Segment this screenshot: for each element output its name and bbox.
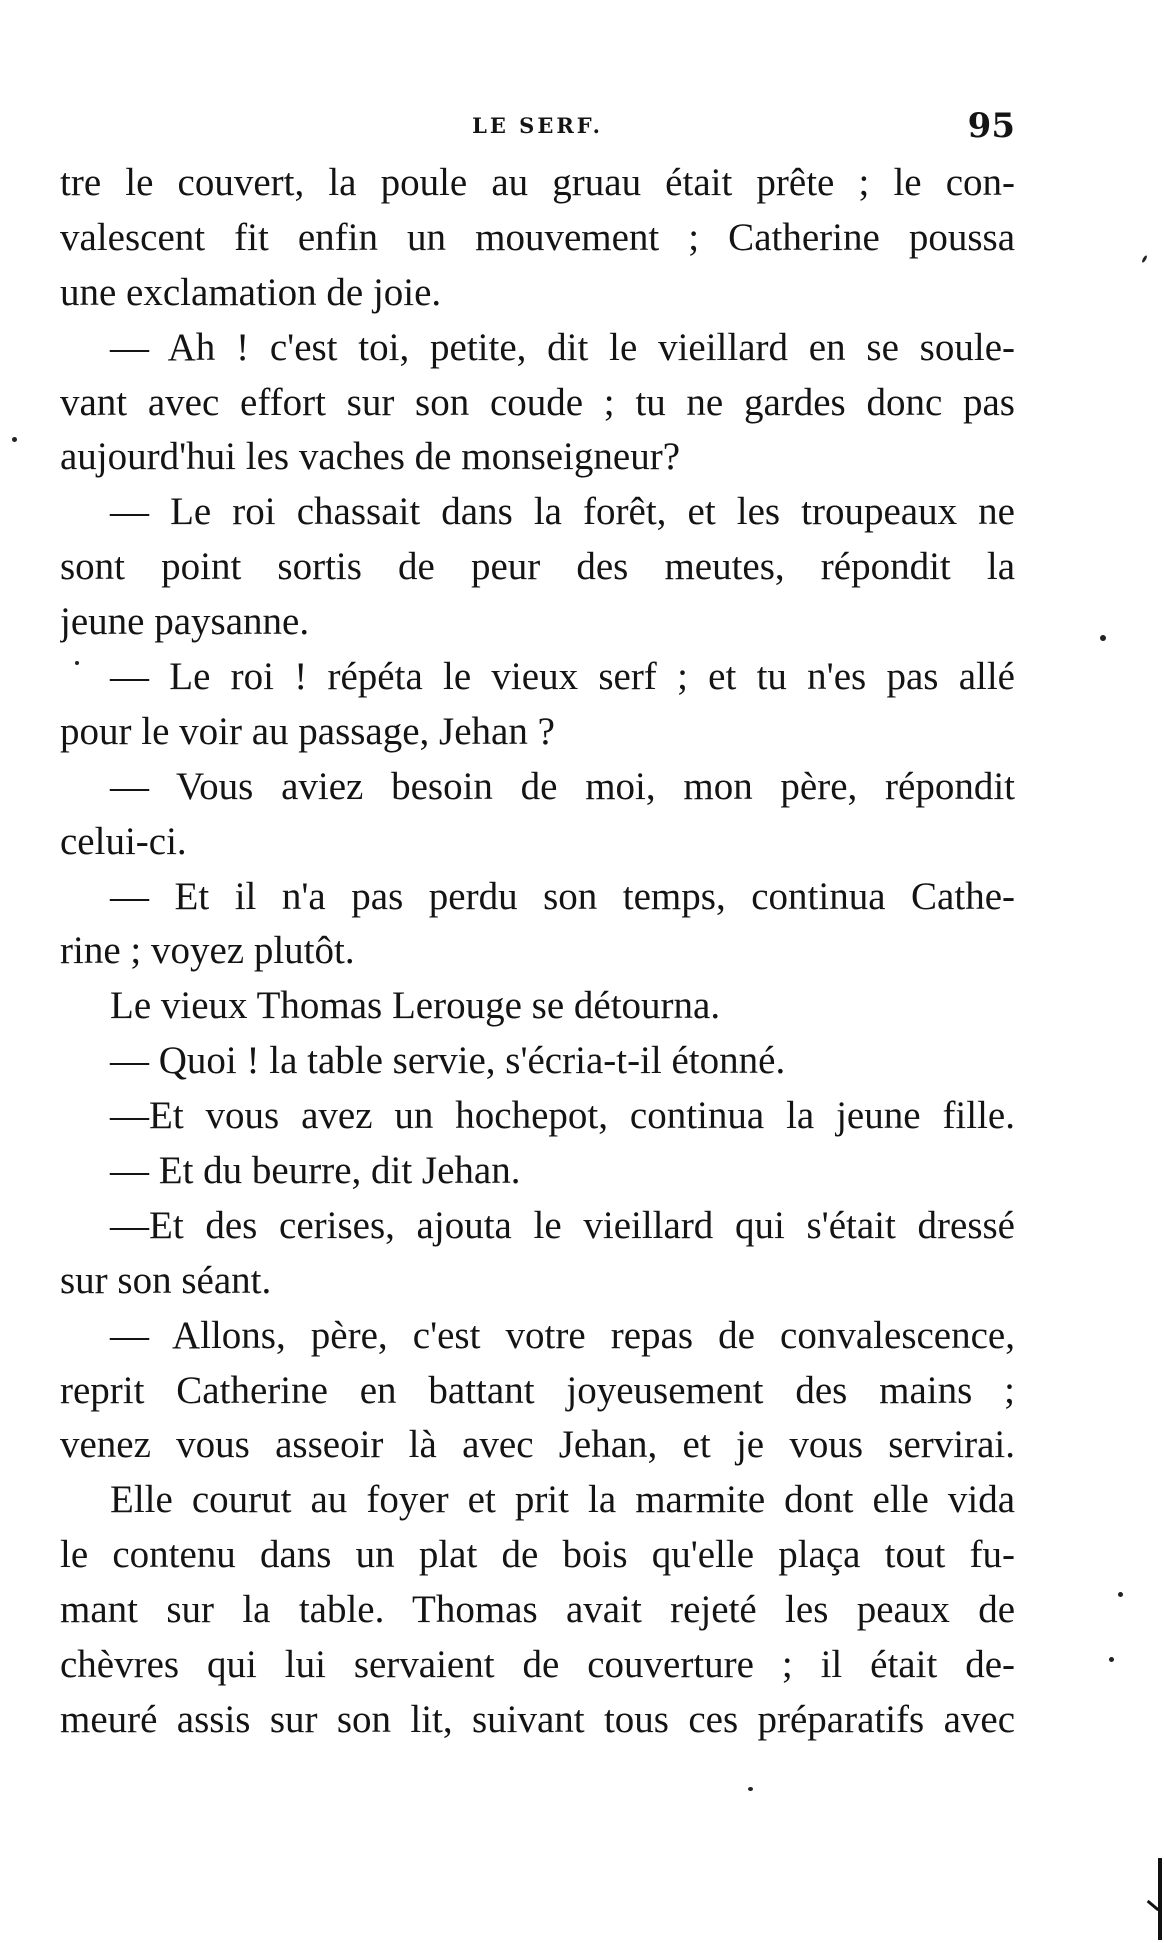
text-line: — Ah ! c'est toi, petite, dit le vieillard en se soule- (110, 325, 1015, 369)
text-line: —Et des cerises, ajouta le vieillard qui s'était dressé (110, 1203, 1015, 1247)
text-line: rine ; voyez plutôt. (60, 929, 355, 973)
page-number: 95 (967, 106, 1015, 146)
running-title: LE SERF. (472, 113, 603, 138)
text-line: venez vous asseoir là avec Jehan, et je vous servirai. (60, 1423, 1015, 1467)
text-line: — Allons, père, c'est votre repas de convalescence, (110, 1313, 1015, 1357)
text-line: — Vous aviez besoin de moi, mon père, répondit (110, 764, 1015, 808)
page-edge-mark (1158, 1858, 1162, 1940)
text-line: —Et vous avez un hochepot, continua la jeune fille. (110, 1094, 1015, 1138)
text-line: celui-ci. (60, 819, 187, 863)
text-line: pour le voir au passage, Jehan ? (60, 709, 555, 753)
text-line: — Le roi ! répéta le vieux serf ; et tu n'es pas allé (110, 655, 1015, 699)
text-line: Le vieux Thomas Lerouge se détourna. (110, 984, 721, 1028)
text-line: sur son séant. (60, 1258, 272, 1302)
ink-speck (75, 661, 79, 665)
text-line: — Et du beurre, dit Jehan. (110, 1149, 521, 1193)
text-line: meuré assis sur son lit, suivant tous ces préparatifs avec (60, 1697, 1015, 1741)
ink-speck (1109, 1657, 1114, 1662)
text-line: — Le roi chassait dans la forêt, et les troupeaux ne (110, 490, 1015, 534)
text-line: jeune paysanne. (60, 600, 310, 644)
text-line: — Et il n'a pas perdu son temps, continua Cathe- (110, 874, 1015, 918)
body-text (60, 156, 1015, 1748)
text-line: vant avec effort sur son coude ; tu ne gardes donc pas (60, 380, 1015, 424)
running-head (60, 104, 1015, 148)
text-line: aujourd'hui les vaches de monseigneur? (60, 435, 681, 479)
text-line: reprit Catherine en battant joyeusement des mains ; (60, 1368, 1015, 1412)
text-line: valescent fit enfin un mouvement ; Catherine poussa (60, 215, 1015, 259)
text-line: mant sur la table. Thomas avait rejeté les peaux de (60, 1588, 1015, 1632)
text-line: le contenu dans un plat de bois qu'elle plaça tout fu- (60, 1533, 1015, 1577)
text-line: une exclamation de joie. (60, 270, 442, 314)
ink-speck (1141, 255, 1148, 263)
ink-speck (748, 1787, 753, 1791)
ink-speck (1118, 1592, 1123, 1597)
text-line: sont point sortis de peur des meutes, répondit la (60, 545, 1015, 589)
text-line: chèvres qui lui servaient de couverture ; il était de- (60, 1643, 1015, 1687)
text-line: — Quoi ! la table servie, s'écria-t-il étonné. (110, 1039, 786, 1083)
text-line: tre le couvert, la poule au gruau était prête ; le con- (60, 161, 1015, 204)
ink-speck (12, 437, 17, 442)
ink-speck (1100, 635, 1106, 641)
text-line: Elle courut au foyer et prit la marmite dont elle vida (110, 1478, 1015, 1522)
